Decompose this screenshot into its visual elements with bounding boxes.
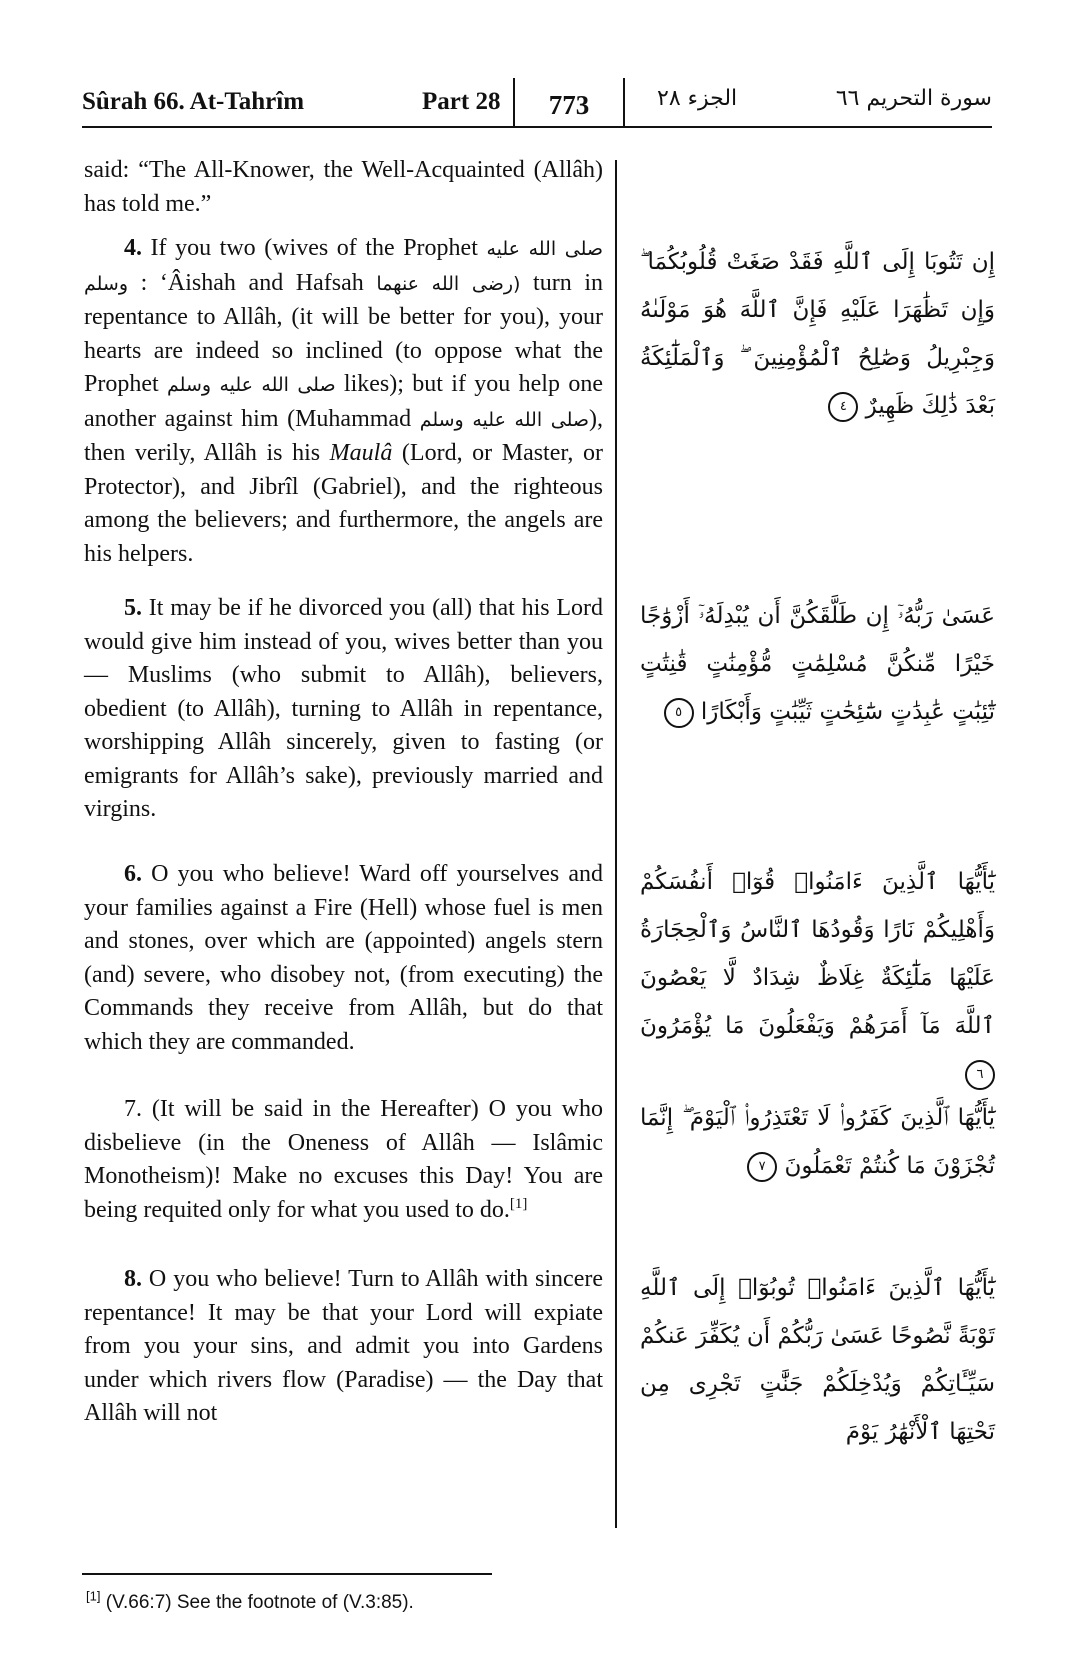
verse-text: ), then verily, Allâh is his [84,405,604,466]
verse-end-marker: ٦ [965,1060,995,1090]
verse-paragraph [84,1263,603,1431]
verse-text: It may be if he divorced you (all) that his Lord would give him instead of you, wives better than you — Muslims (who submit to Allâh), believers, obedient (to Allâh), turning to Allâh in repentance, worshipping Allâh sincerely, given to fasting (or emigrants for Allâh’s sake), previously married and virgins. [84,595,603,822]
honorific-arabic: صلى الله عليه وسلم [84,238,603,295]
footnote-text: (V.66:7) See the footnote of (V.3:85). [100,1592,414,1613]
arabic-verse-text: إِن تَتُوبَا إِلَى ٱللَّهِ فَقَدْ صَغَتْ قُلُوبُكُمَا ۖ وَإِن تَظَٰهَرَا عَلَيْهِ فَإِنَّ ٱللَّهَ هُوَ مَوْلَىٰهُ وَجِبْرِيلُ وَصَٰلِحُ ٱلْمُؤْمِنِينَ ۖ وَٱلْمَلَٰٓئِكَةُ بَعْدَ ذَٰلِكَ ظَهِيرٌ [640,249,995,419]
header-surah-arabic: سورة التحريم ٦٦ [835,86,992,111]
verse-end-marker: ٤ [828,392,858,422]
verse-number: 4. [124,235,142,261]
arabic-verse-text: يَٰٓأَيُّهَا ٱلَّذِينَ ءَامَنُوا۟ قُوٓا۟ أَنفُسَكُمْ وَأَهْلِيكُمْ نَارًا وَقُودُهَا ٱلنَّاسُ وَٱلْحِجَارَةُ عَلَيْهَا مَلَٰٓئِكَةٌ غِلَاظٌ شِدَادٌ لَّا يَعْصُونَ ٱللَّهَ مَآ أَمَرَهُمْ وَيَفْعَلُونَ مَا يُؤْمَرُونَ [640,869,995,1039]
verse-8-arabic [640,1264,995,1456]
header-surah-title: Sûrah 66. At-Tahrîm [82,88,305,115]
verse-number: 7. [124,1096,142,1122]
verse-text: (It will be said in the Hereafter) O you who disbelieve (in the Oneness of Allâh — Islâmic Monotheism)! Make no excuses this Day! You are being requited only for what you used to do. [84,1096,603,1223]
footnote [86,1588,414,1614]
verse-paragraph [84,592,603,827]
verse-text: (Lord, or Master, or Protector), and Jibrîl (Gabriel), and the righteous among the believers; and furthermore, the angels are his helpers. [84,440,603,567]
honorific-arabic: (رضى الله عنهما [376,272,521,295]
verse-end-marker: ٧ [747,1152,777,1182]
verse-7-translation [84,1093,603,1227]
verse-text: said: “The All-Knower, the Well-Acquainted (Allâh) has told me.” [84,157,603,217]
header-part: Part 28 [422,88,501,115]
verse-6-arabic [640,858,995,1098]
header-rule [82,126,992,128]
footnote-rule [82,1573,492,1575]
verse-end-marker: ٥ [664,698,694,728]
arabic-verse-text: يَٰٓأَيُّهَا ٱلَّذِينَ ءَامَنُوا۟ تُوبُوٓا۟ إِلَى ٱللَّهِ تَوْبَةً نَّصُوحًا عَسَىٰ رَبُّكُمْ أَن يُكَفِّرَ عَنكُمْ سَيِّـَٔاتِكُمْ وَيُدْخِلَكُمْ جَنَّٰتٍ تَجْرِى مِن تَحْتِهَا ٱلْأَنْهَٰرُ يَوْمَ [640,1275,995,1445]
verse-italic-term: Maulâ [329,440,393,466]
verse-text: O you who believe! Ward off yourselves and your families against a Fire (Hell) whose fuel is men and stones, over which are (appointed) angels stern (and) severe, who disobey not, (from executing) the Commands they receive from Allâh, but do that which they are commanded. [84,861,603,1055]
header-part-arabic: الجزء ٢٨ [657,86,738,111]
verse-text: O you who believe! Turn to Allâh with sincere repentance! It may be that your Lord will expiate from you your sins, and admit you into Gardens under which rivers flow (Paradise) — the Day that Allâh will not [84,1266,603,1426]
arabic-verse-text: عَسَىٰ رَبُّهُۥٓ إِن طَلَّقَكُنَّ أَن يُبْدِلَهُۥٓ أَزْوَٰجًا خَيْرًا مِّنكُنَّ مُسْلِمَٰتٍ مُّؤْمِنَٰتٍ قَٰنِتَٰتٍ تَٰٓئِبَٰتٍ عَٰبِدَٰتٍ سَٰٓئِحَٰتٍ ثَيِّبَٰتٍ وَأَبْكَارًا [640,603,995,725]
verse-number: 6. [124,861,142,887]
verse-continuation [84,154,603,221]
verse-6-translation [84,858,603,1059]
verse-paragraph [84,858,603,1059]
verse-number: 5. [124,595,142,621]
verse-text: likes); but if you help one another against him (Muhammad [84,371,603,432]
arabic-verse-text: يَٰٓأَيُّهَا ٱلَّذِينَ كَفَرُوا۟ لَا تَعْتَذِرُوا۟ ٱلْيَوْمَ ۖ إِنَّمَا تُجْزَوْنَ مَا كُنتُمْ تَعْمَلُونَ [640,1105,995,1179]
verse-number: 8. [124,1266,142,1292]
page-header [82,78,992,126]
column-divider [615,160,617,1528]
verse-4-arabic [640,238,995,430]
verse-5-translation [84,592,603,827]
verse-text: : ‘Âishah and Hafsah [128,269,377,296]
verse-text: turn in repentance to Allâh, (it will be better for you), your hearts are indeed so inclined (to oppose what the Prophet [84,269,604,397]
verse-paragraph [84,1093,603,1227]
verse-5-arabic [640,592,995,736]
verse-paragraph [84,232,603,571]
page-number: 773 [513,78,625,126]
honorific-arabic: صلى الله عليه وسلم [167,374,336,396]
verse-text: If you two (wives of the Prophet [142,235,487,261]
verse-8-translation [84,1263,603,1431]
verse-4-translation [84,232,603,571]
footnote-marker: [1] [86,1588,101,1604]
honorific-arabic: صلى الله عليه وسلم [419,408,590,431]
footnote-reference[interactable]: [1] [509,1195,528,1212]
verse-7-arabic [640,1094,995,1190]
